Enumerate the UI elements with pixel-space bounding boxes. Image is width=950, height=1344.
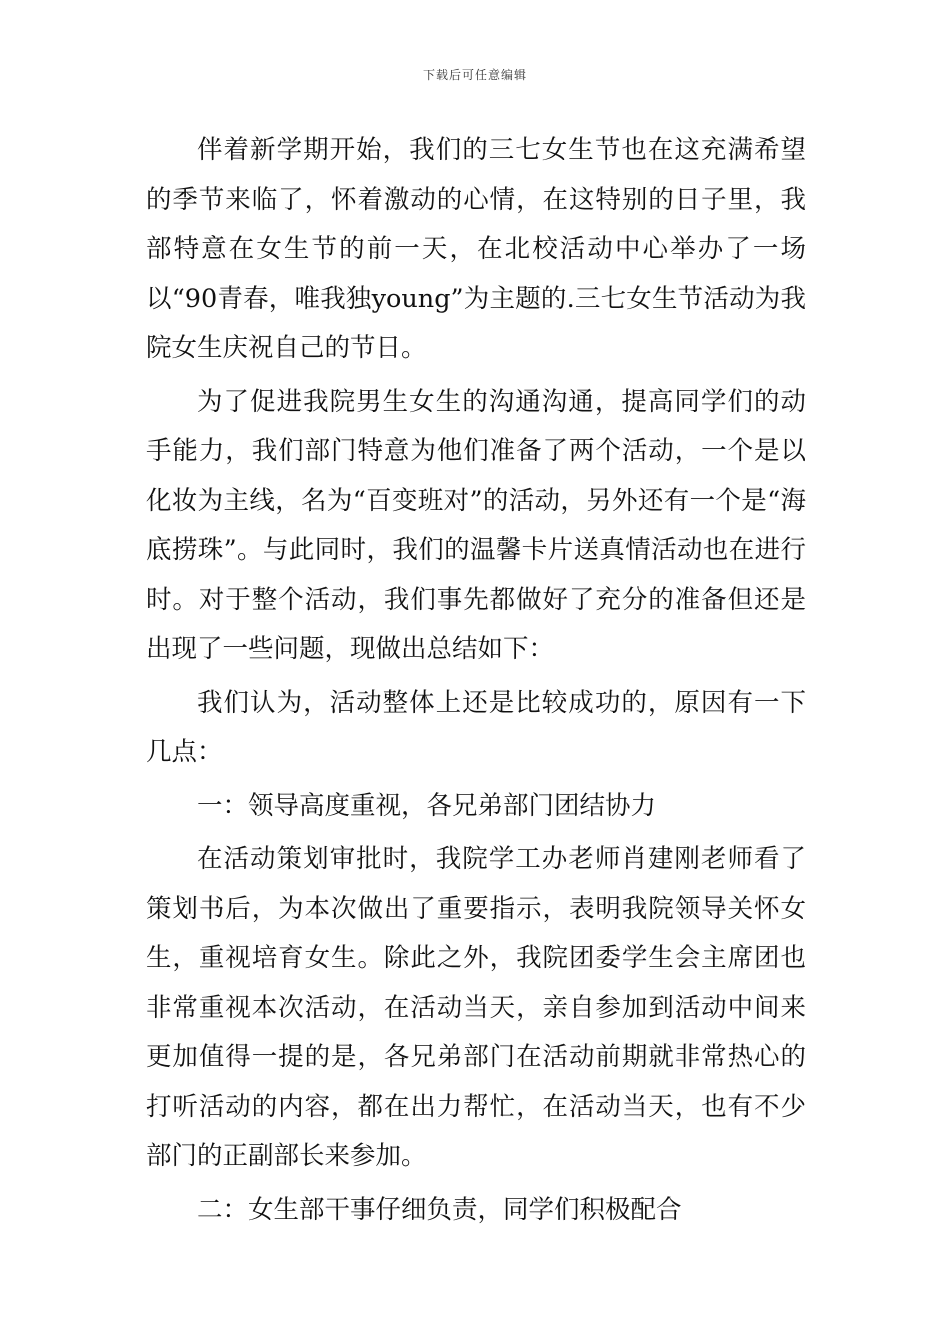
section-heading-2: 二：女生部干事仔细负责，同学们积极配合 [197,1194,682,1225]
paragraph-intro: 伴着新学期开始，我们的三七女生节也在这充满希望的季节来临了，怀着激动的心情，在这特别的日子里，我部特意在女生节的前一天，在北校活动中心举办了一场以“90青春，唯我独young”为主题的.三七女生节活动为我院女生庆祝自己的节日。 [146,135,806,363]
paragraph-success: 我们认为，活动整体上还是比较成功的，原因有一下几点： [146,687,806,767]
page-header: 下载后可任意编辑 [422,68,527,82]
section-heading-1: 一：领导高度重视，各兄弟部门团结协力 [197,790,657,821]
paragraph-activities: 为了促进我院男生女生的沟通沟通，提高同学们的动手能力，我们部门特意为他们准备了两个活动，一个是以化妆为主线，名为“百变班对”的活动，另外还有一个是“海底捞珠”。与此同时，我们的温馨卡片送真情活动也在进行时。对于整个活动，我们事先都做好了充分的准备但还是出现了一些问题，现做出总结如下： [146,386,806,664]
paragraph-leadership: 在活动策划审批时，我院学工办老师肖建刚老师看了策划书后，为本次做出了重要指示，表明我院领导关怀女生，重视培育女生。除此之外，我院团委学生会主席团也非常重视本次活动，在活动当天，亲自参加到活动中间来更加值得一提的是，各兄弟部门在活动前期就非常热心的打听活动的内容，都在出力帮忙，在活动当天，也有不少部门的正副部长来参加。 [146,844,806,1171]
document-body [146,126,806,1239]
